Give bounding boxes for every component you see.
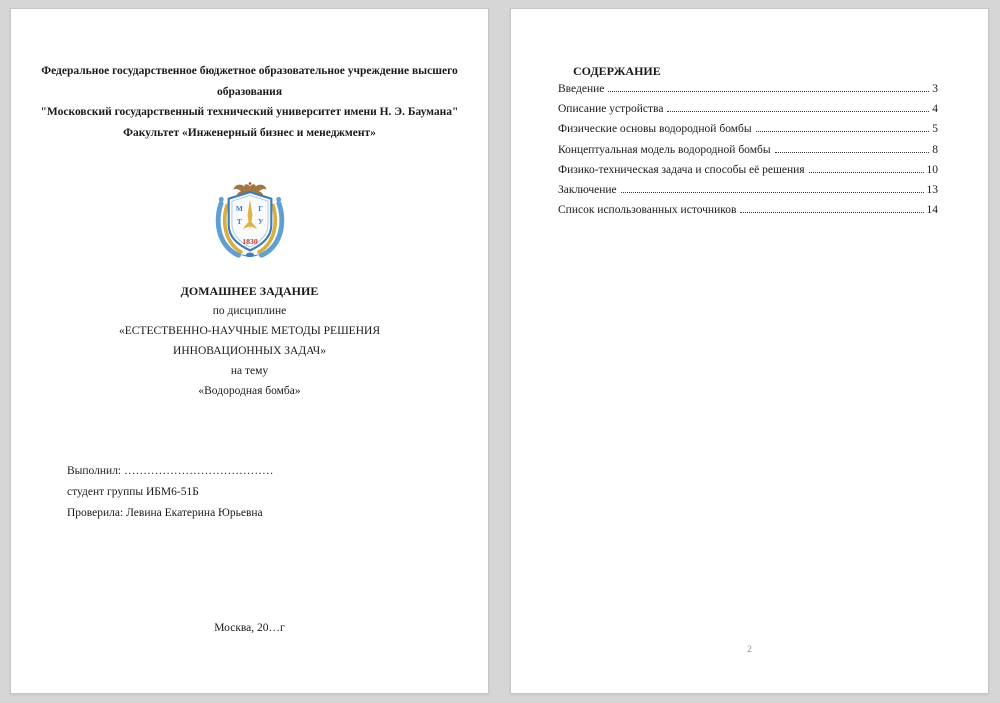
document-title: ДОМАШНЕЕ ЗАДАНИЕ — [180, 284, 319, 298]
toc-dot-leader — [775, 152, 930, 153]
toc-entry-page: 4 — [932, 103, 938, 116]
wreath-top-left-ornament — [218, 197, 223, 202]
toc-entry-technical-task[interactable] — [558, 164, 938, 184]
toc-entry-conclusion[interactable] — [558, 184, 938, 204]
emblem-letter-m: М — [235, 203, 243, 213]
toc-entry-references[interactable] — [558, 204, 938, 224]
toc-dot-leader — [608, 91, 929, 92]
header-line-faculty: Факультет «Инженерный бизнес и менеджмент» — [123, 126, 376, 139]
performed-by-line: Выполнил: ………………………………… — [67, 465, 274, 477]
toc-entry-page: 8 — [932, 143, 938, 156]
contents-page — [510, 8, 989, 694]
toc-entry-title: Физико-техническая задача и способы её решения — [558, 163, 805, 176]
toc-entry-device-description[interactable] — [558, 103, 938, 123]
toc-heading: СОДЕРЖАНИЕ — [573, 64, 661, 78]
toc-dot-leader — [740, 212, 923, 213]
city-year-line: Москва, 20…г — [214, 622, 285, 634]
author-block — [67, 461, 448, 524]
toc-dot-leader — [667, 111, 929, 112]
toc-entry-physical-basics[interactable] — [558, 123, 938, 143]
toc-entry-title: Заключение — [558, 183, 617, 196]
emblem-letter-g: Г — [257, 203, 263, 213]
discipline-label: по дисциплине — [212, 305, 287, 317]
toc-entry-introduction[interactable] — [558, 83, 938, 103]
emblem-letter-u: У — [257, 217, 263, 227]
toc-entry-title: Введение — [558, 83, 605, 95]
university-emblem — [11, 179, 488, 266]
emblem-letter-t: Т — [236, 217, 242, 227]
header-line-education: образования — [216, 85, 283, 98]
document-title-block — [41, 281, 458, 401]
wreath-top-right-ornament — [276, 197, 281, 202]
discipline-name-line1: «ЕСТЕСТВЕННО-НАУЧНЫЕ МЕТОДЫ РЕШЕНИЯ — [118, 325, 380, 337]
toc-entry-title: Описание устройства — [558, 103, 664, 116]
emblem-year: 1830 — [241, 236, 258, 246]
toc-dot-leader — [809, 172, 924, 173]
student-group-line: студент группы ИБМ6-51Б — [67, 486, 199, 498]
discipline-name-line2: ИННОВАЦИОННЫХ ЗАДАЧ» — [173, 345, 326, 357]
toc-entry-page: 10 — [926, 163, 938, 176]
toc-entry-page: 5 — [932, 123, 938, 136]
checked-by-line: Проверила: Левина Екатерина Юрьевна — [67, 507, 263, 519]
toc-entry-page: 14 — [926, 204, 938, 217]
toc-entry-page: 13 — [926, 183, 938, 196]
page-number: 2 — [747, 645, 752, 655]
toc-list — [558, 83, 938, 224]
topic-label: на тему — [230, 365, 269, 377]
toc-dot-leader — [621, 192, 924, 193]
toc-entry-title: Список использованных источников — [558, 204, 737, 217]
ribbon-knot — [245, 253, 253, 258]
university-header — [39, 61, 460, 143]
bmstu-emblem-icon — [208, 179, 292, 261]
toc-entry-title: Физические основы водородной бомбы — [558, 123, 752, 136]
title-page — [10, 8, 489, 694]
header-line-institution: Федеральное государственное бюджетное образовательное учреждение высшего — [41, 65, 458, 77]
toc-entry-title: Концептуальная модель водородной бомбы — [558, 143, 771, 156]
toc-entry-conceptual-model[interactable] — [558, 144, 938, 164]
toc-dot-leader — [756, 131, 930, 132]
header-line-university: "Московский государственный технический университет имени Н. Э. Баумана" — [40, 106, 459, 118]
toc-entry-page: 3 — [932, 83, 938, 95]
topic-name: «Водородная бомба» — [198, 385, 301, 397]
